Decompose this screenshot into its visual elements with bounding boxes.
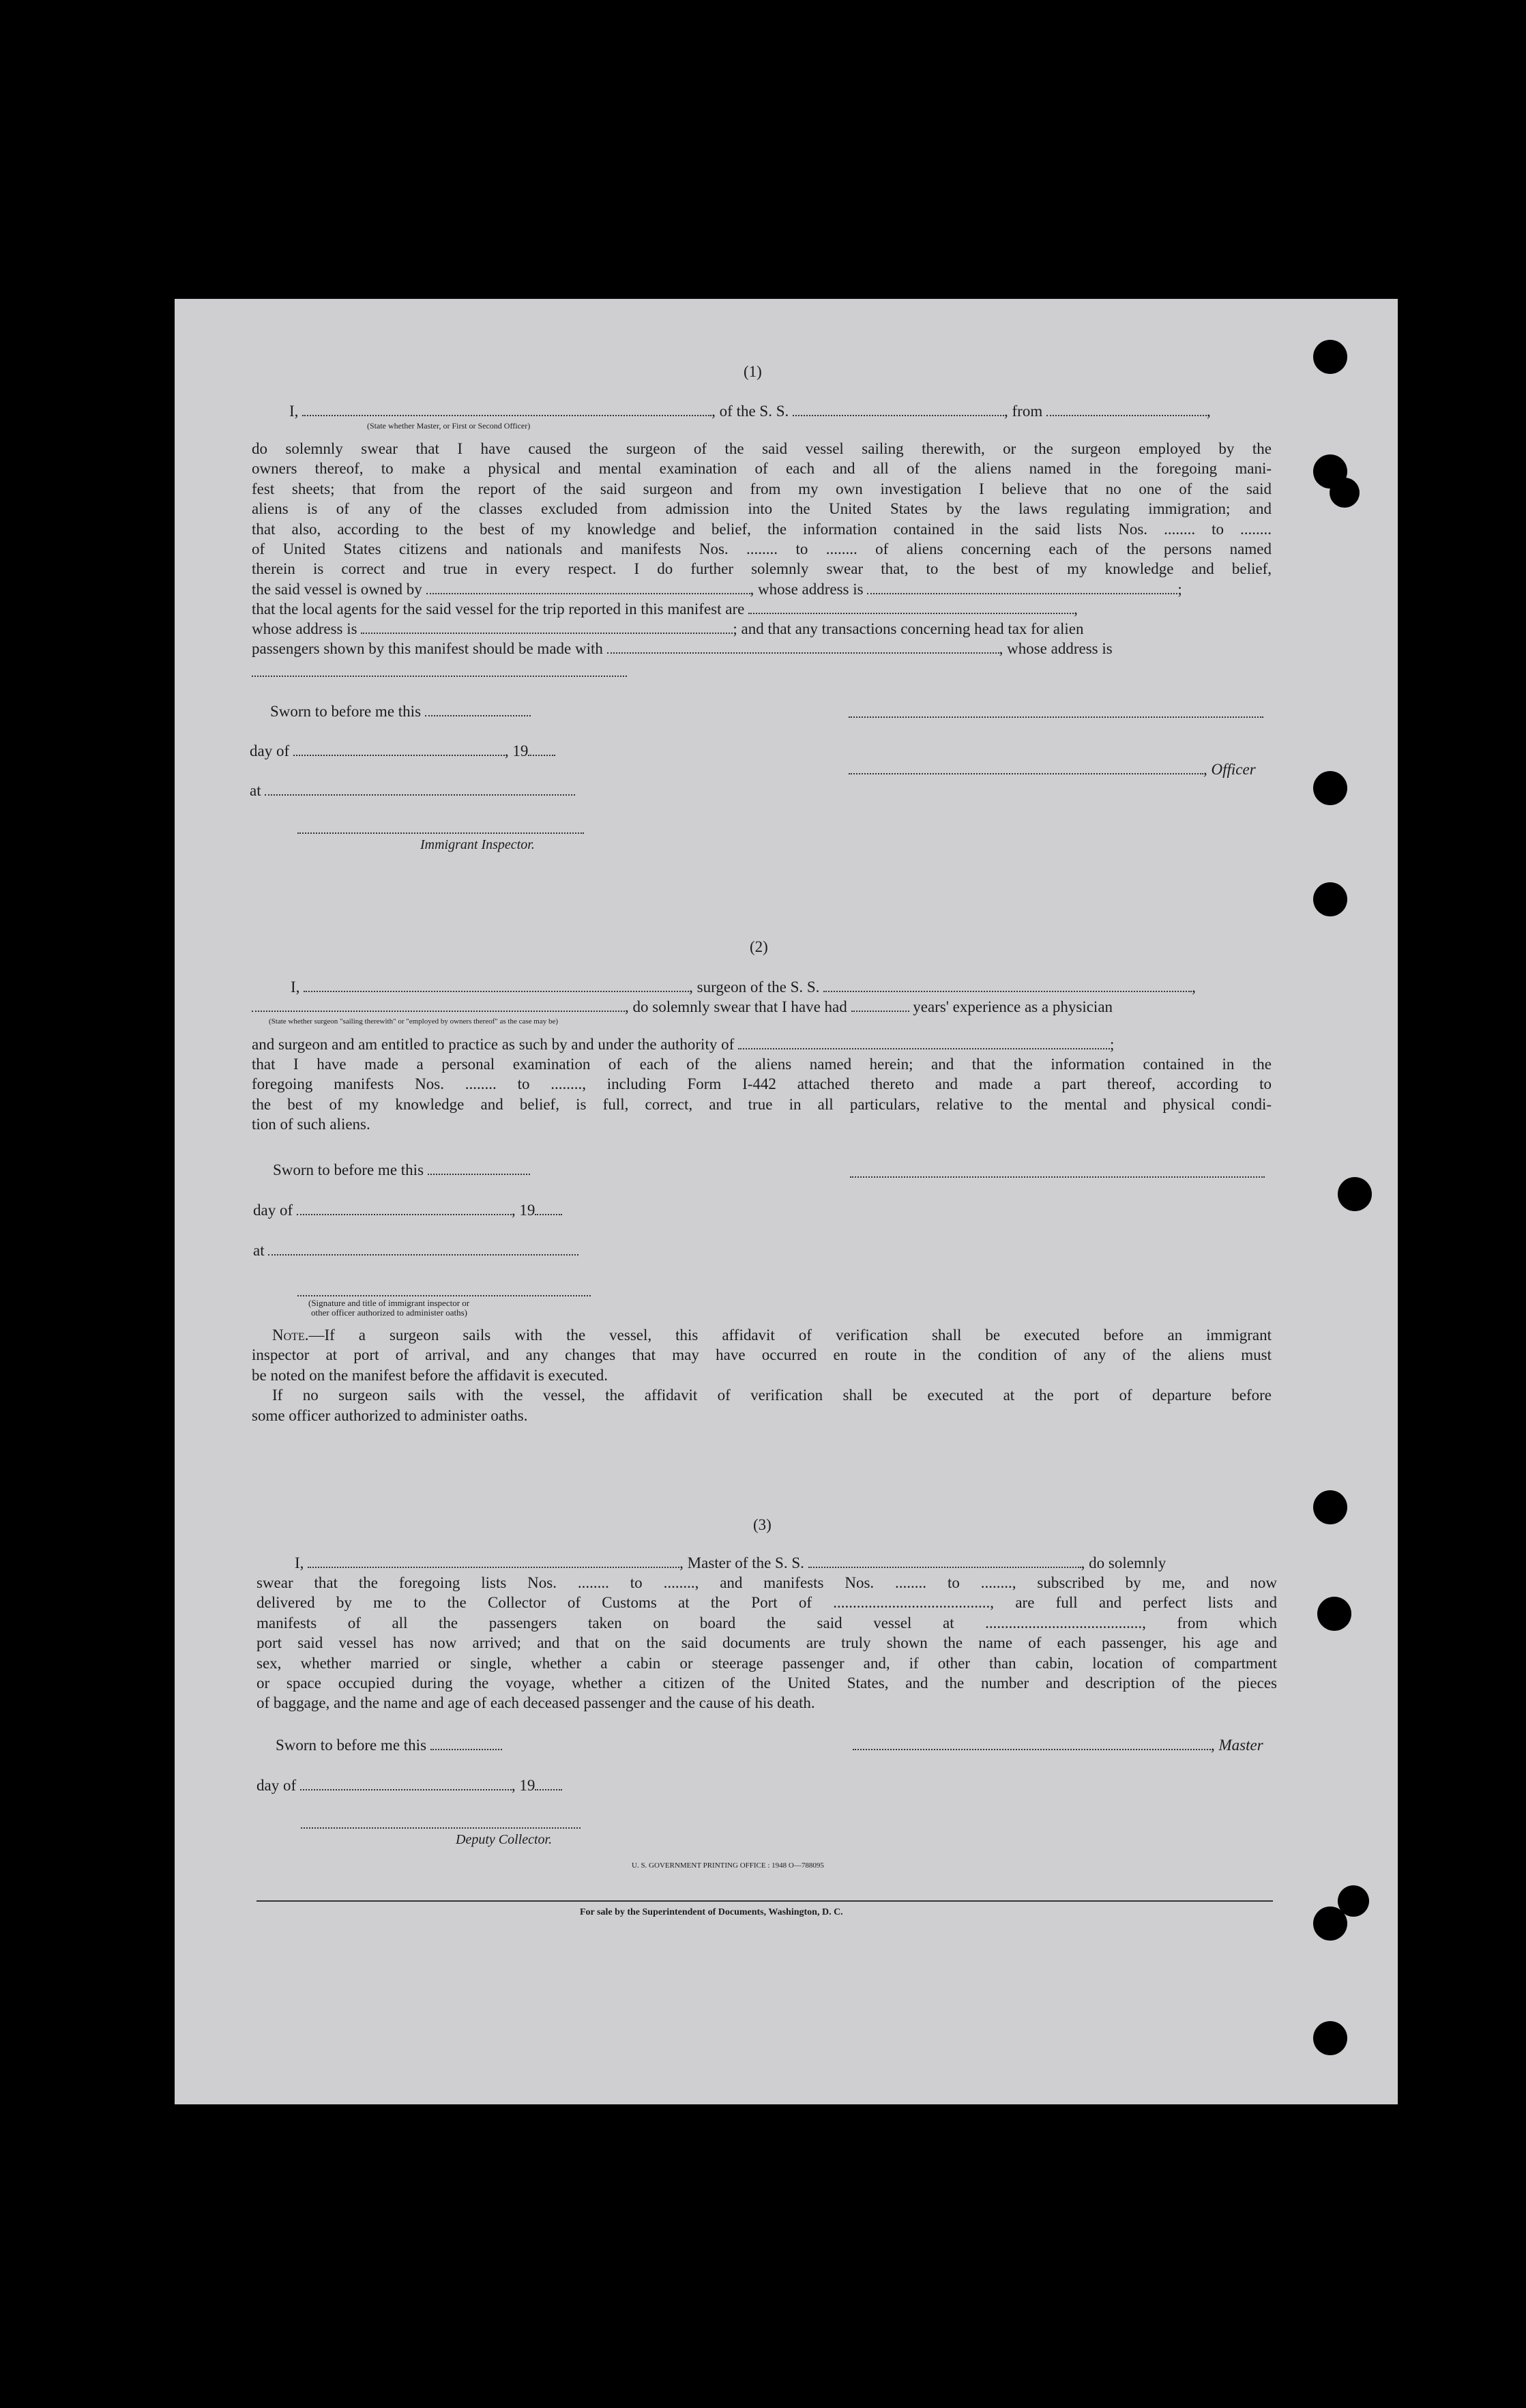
head-tax-line: passengers shown by this manifest should be made with , whose address is (252, 640, 1113, 657)
note-line: be noted on the manifest before the affidavit is executed. (252, 1366, 608, 1384)
section-1-body (252, 439, 1272, 579)
day-line: day of , 19 (253, 1200, 562, 1220)
vessel-name-field[interactable] (823, 990, 1192, 992)
sworn-line: Sworn to before me this (270, 701, 531, 721)
owner-field[interactable] (426, 592, 750, 594)
i-label: I, (289, 403, 299, 420)
at-line: at (253, 1241, 578, 1260)
surgeon-signature-field[interactable] (850, 1176, 1265, 1178)
body-line: the best of my knowledge and belief, is full, correct, and true in all particulars, relative to the mental and physical condi- (252, 1095, 1272, 1113)
note-label: Note. (272, 1326, 309, 1344)
body-line: sex, whether married or single, whether a cabin or steerage passenger and, if other than cabin, location of compartment (256, 1654, 1277, 1672)
binder-hole (1330, 478, 1360, 508)
manifest-form-page (175, 299, 1398, 2104)
sale-notice: For sale by the Superintendent of Documents, Washington, D. C. (580, 1907, 843, 1917)
years-field[interactable] (851, 1010, 909, 1012)
collector-signature-field[interactable] (301, 1827, 581, 1829)
authority-line: and surgeon and am entitled to practice as such by and under the authority of ; (252, 1036, 1115, 1053)
note-line: inspector at port of arrival, and any changes that may have occurred en route in the condition of any of the aliens must (252, 1346, 1272, 1364)
binder-hole (1313, 1906, 1347, 1941)
agents-field[interactable] (748, 612, 1074, 614)
note-line: If no surgeon sails with the vessel, the affidavit of verification shall be executed at the port of departure before (272, 1387, 1272, 1404)
officer-rank-note: (State whether Master, or First or Second Officer) (367, 421, 531, 431)
section-2-body (252, 1054, 1272, 1135)
officer-signature-field[interactable] (849, 772, 1203, 774)
body-line: manifests of all the passengers taken on board the said vessel at ........................................, from which (256, 1614, 1277, 1631)
month-field[interactable] (300, 1788, 512, 1790)
surgeon-line-2: , do solemnly swear that I have had years' experience as a physician (252, 997, 1113, 1017)
body-line: tion of such aliens. (252, 1116, 370, 1133)
body-line: foregoing manifests Nos. ........ to ........, including Form I-442 attached thereto and made a part thereof, according to (252, 1075, 1272, 1093)
surgeon-line-1: I, , surgeon of the S. S. , (291, 978, 1196, 996)
body-line: that also, according to the best of my knowledge and belief, the information contained in the said lists Nos. ........ to ........ (252, 520, 1272, 538)
month-field[interactable] (293, 754, 505, 756)
section-3-heading: (3) (753, 1516, 772, 1533)
master-line-1: I, , Master of the S. S. , do solemnly (295, 1554, 1166, 1571)
surgeon-status-field[interactable] (252, 1010, 625, 1012)
year-field[interactable] (535, 1788, 562, 1790)
body-line: fest sheets; that from the report of the said surgeon and from my own investigation I believe that no one of the said (252, 480, 1272, 497)
collector-label: Deputy Collector. (456, 1832, 553, 1847)
body-line: owners thereof, to make a physical and mental examination of each and all of the aliens named in the foregoing mani- (252, 460, 1272, 478)
body-line: delivered by me to the Collector of Customs at the Port of ........................................, are full and perfect lists and (256, 1594, 1277, 1612)
gpo-imprint: U. S. GOVERNMENT PRINTING OFFICE : 1948 O—788095 (632, 1861, 824, 1870)
body-line: of baggage, and the name and age of each deceased passenger and the cause of his death. (256, 1694, 815, 1712)
sworn-date-field[interactable] (425, 714, 531, 716)
section-1-heading: (1) (744, 363, 762, 380)
note-line: some officer authorized to administer oaths. (252, 1406, 528, 1424)
officer-line: , Officer (849, 759, 1256, 779)
binder-hole (1313, 2021, 1347, 2055)
binder-hole (1313, 882, 1347, 916)
owner-line: the said vessel is owned by , whose address is ; (252, 581, 1182, 598)
surgeon-status-note: (State whether surgeon "sailing therewith" or "employed by owners thereof" as the case may be) (269, 1017, 559, 1026)
body-line: port said vessel has now arrived; and that on the said documents are truly shown the name of each passenger, his age and (256, 1634, 1277, 1652)
body-line: of United States citizens and nationals and manifests Nos. ........ to ........ of aliens concerning each of the persons named (252, 540, 1272, 558)
head-tax-party-field[interactable] (607, 652, 999, 654)
signature-caption: other officer authorized to administer oaths) (311, 1307, 467, 1318)
sworn-date-field[interactable] (430, 1748, 502, 1750)
year-field[interactable] (535, 1213, 562, 1215)
body-line: that I have made a personal examination of each of the aliens named herein; and that the information contained in the (252, 1056, 1272, 1073)
binder-hole (1313, 1490, 1347, 1524)
section-3-body (256, 1573, 1277, 1713)
body-line: therein is correct and true in every respect. I do further solemnly swear that, to the best of my knowledge and belief, (252, 560, 1272, 578)
owner-address-field[interactable] (867, 592, 1177, 594)
body-line: aliens is of any of the classes excluded from admission into the United States by the laws regulating immigration; and (252, 500, 1272, 518)
vessel-name-field[interactable] (808, 1566, 1081, 1568)
surgeon-name-field[interactable] (304, 990, 689, 992)
section-2-heading: (2) (750, 938, 768, 955)
from-port-field[interactable] (1046, 414, 1207, 416)
binder-hole (1313, 771, 1347, 805)
agents-address-field[interactable] (361, 632, 733, 634)
day-line: day of , 19 (250, 741, 555, 761)
body-line: or space occupied during the voyage, whether a citizen of the United States, and the number and description of the pieces (256, 1674, 1277, 1692)
footer-rule (256, 1900, 1273, 1902)
master-signature-line: , Master (853, 1735, 1263, 1755)
of-the-ss-label: , of the S. S. (711, 403, 789, 420)
place-field[interactable] (265, 794, 575, 796)
inspector-signature-field[interactable] (297, 832, 584, 834)
agents-address-line: whose address is ; and that any transactions concerning head tax for alien (252, 620, 1084, 637)
signature-field[interactable] (849, 716, 1263, 718)
month-field[interactable] (297, 1213, 512, 1215)
inspector-label: Immigrant Inspector. (420, 837, 535, 852)
from-label: , from (1004, 403, 1043, 420)
vessel-name-field[interactable] (793, 414, 1004, 416)
oath-line-1: I, , of the S. S. , from , (289, 403, 1211, 420)
master-signature-field[interactable] (853, 1748, 1211, 1750)
sworn-line: Sworn to before me this (273, 1160, 530, 1180)
master-name-field[interactable] (308, 1566, 679, 1568)
authority-field[interactable] (738, 1047, 1110, 1049)
sworn-line: Sworn to before me this (276, 1735, 502, 1755)
agents-line: that the local agents for the said vessel for the trip reported in this manifest are , (252, 600, 1078, 618)
binder-hole (1313, 340, 1347, 374)
at-line: at (250, 781, 575, 800)
body-line: do solemnly swear that I have caused the surgeon of the said vessel sailing therewith, or the surgeon employed by the (252, 440, 1272, 457)
binder-hole (1317, 1597, 1351, 1631)
head-tax-address-field[interactable] (252, 676, 627, 677)
sworn-date-field[interactable] (428, 1173, 530, 1175)
body-line: swear that the foregoing lists Nos. ........ to ........, and manifests Nos. ........ to ........, subscribed by me, and now (256, 1574, 1277, 1591)
officer-name-field[interactable] (302, 414, 711, 416)
year-field[interactable] (528, 754, 555, 756)
day-line: day of , 19 (256, 1775, 562, 1795)
place-field[interactable] (268, 1253, 578, 1256)
surgeon-note: Note.—If a surgeon sails with the vessel, this affidavit of verification shall be executed before an immigrant inspector at port of arrival, and any changes that may have occurred en route in the condition of any of the aliens must be noted on the manifest before the affidavit is executed. If no surgeon sails with the vessel, the affidavit of verification shall be executed at the port of departure before some officer authorized to administer oaths. (252, 1325, 1272, 1425)
signature-caption: (Signature and title of immigrant inspector or (308, 1298, 470, 1308)
witness-signature-field[interactable] (297, 1295, 591, 1296)
binder-hole (1338, 1177, 1372, 1211)
